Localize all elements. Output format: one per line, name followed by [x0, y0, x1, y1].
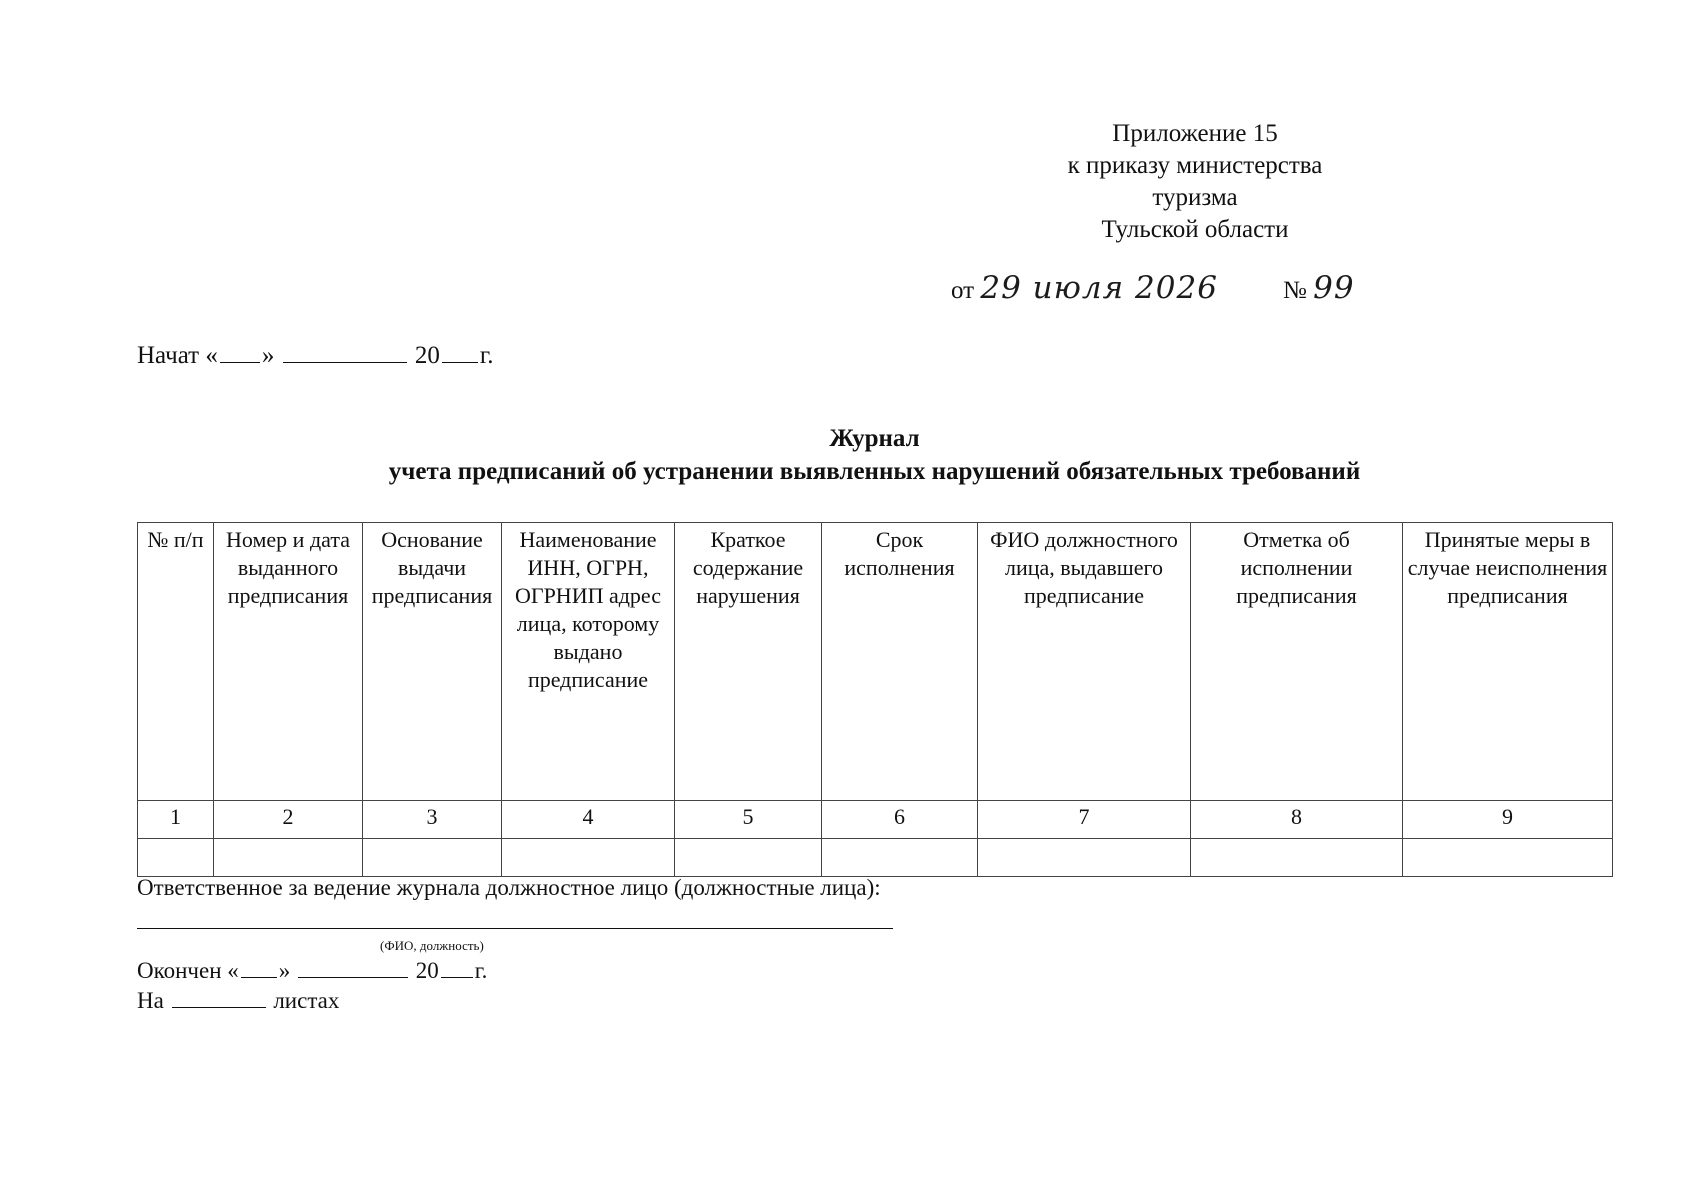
sheets-line [137, 986, 339, 1016]
started-year-suffix: г. [479, 342, 494, 369]
sheets-prefix: На [137, 988, 164, 1013]
finished-year-blank [441, 957, 473, 978]
table-header-cell: Наименование ИНН, ОГРН, ОГРНИП адрес лица, которому выдано предписание [502, 523, 675, 801]
order-number-prefix: № [1283, 277, 1307, 304]
table-column-number: 4 [502, 801, 675, 839]
table-column-number: 6 [822, 801, 978, 839]
table-header-cell: Срок исполнения [822, 523, 978, 801]
table-column-number: 7 [978, 801, 1191, 839]
table-column-number: 8 [1191, 801, 1403, 839]
responsible-label: Ответственное за ведение журнала должностное лицо (должностные лица): [137, 875, 881, 900]
started-year-blank [442, 342, 478, 363]
appendix-line-2: к приказу министерства [1067, 152, 1323, 179]
table-row [138, 839, 1613, 877]
table-cell [214, 839, 363, 877]
sheets-count-blank [172, 987, 266, 1008]
sheets-suffix: листах [273, 988, 340, 1013]
started-label: Начат « [137, 342, 218, 369]
table-cell [822, 839, 978, 877]
finished-year-suffix: г. [474, 958, 488, 983]
table-cell [978, 839, 1191, 877]
table-header-cell: Принятые меры в случае неисполнения предписания [1403, 523, 1613, 801]
table-column-number: 9 [1403, 801, 1613, 839]
started-quote-close: » [261, 342, 275, 369]
table-cell [502, 839, 675, 877]
signature-caption: (ФИО, должность) [380, 938, 484, 953]
finished-line [137, 956, 487, 986]
appendix-line-3: туризма [1152, 184, 1238, 211]
journal-table [137, 522, 1613, 877]
finished-day-blank [241, 957, 277, 978]
order-date-handwritten: 29 июля 2026 [980, 270, 1218, 306]
table-column-number: 5 [675, 801, 822, 839]
table-cell [138, 839, 214, 877]
table-header-cell: Номер и дата выданного предписания [214, 523, 363, 801]
table-header-cell: № п/п [138, 523, 214, 801]
table-header-cell: Краткое содержание нарушения [675, 523, 822, 801]
table-column-numbers-row [138, 801, 1613, 839]
table-header-cell: Отметка об исполнении предписания [1191, 523, 1403, 801]
table-column-number: 3 [363, 801, 502, 839]
table-cell [675, 839, 822, 877]
appendix-line-4: Тульской области [1101, 216, 1289, 243]
started-year-prefix: 20 [414, 342, 440, 369]
order-number [1283, 272, 1355, 307]
signature-line [137, 928, 893, 929]
order-date [951, 272, 1218, 307]
appendix-block [1000, 118, 1390, 246]
table-header-cell: ФИО должностного лица, выдавшего предписание [978, 523, 1191, 801]
journal-title: Журнал [829, 425, 920, 452]
table-cell [1191, 839, 1403, 877]
order-date-prefix: от [951, 277, 975, 304]
started-line [137, 340, 494, 372]
table-column-number: 2 [214, 801, 363, 839]
started-day-blank [220, 342, 260, 363]
started-month-blank [283, 342, 407, 363]
finished-quote-close: » [278, 958, 291, 983]
journal-subtitle: учета предписаний об устранении выявленных нарушений обязательных требований [388, 458, 1361, 485]
table-cell [1403, 839, 1613, 877]
finished-month-blank [298, 957, 408, 978]
table-column-number: 1 [138, 801, 214, 839]
table-cell [363, 839, 502, 877]
order-number-handwritten: 99 [1313, 270, 1355, 306]
table-header-cell: Основание выдачи предписания [363, 523, 502, 801]
finished-year-prefix: 20 [415, 958, 439, 983]
appendix-line-1: Приложение 15 [1112, 120, 1278, 147]
finished-label: Окончен « [137, 958, 239, 983]
table-header-row [138, 523, 1613, 801]
